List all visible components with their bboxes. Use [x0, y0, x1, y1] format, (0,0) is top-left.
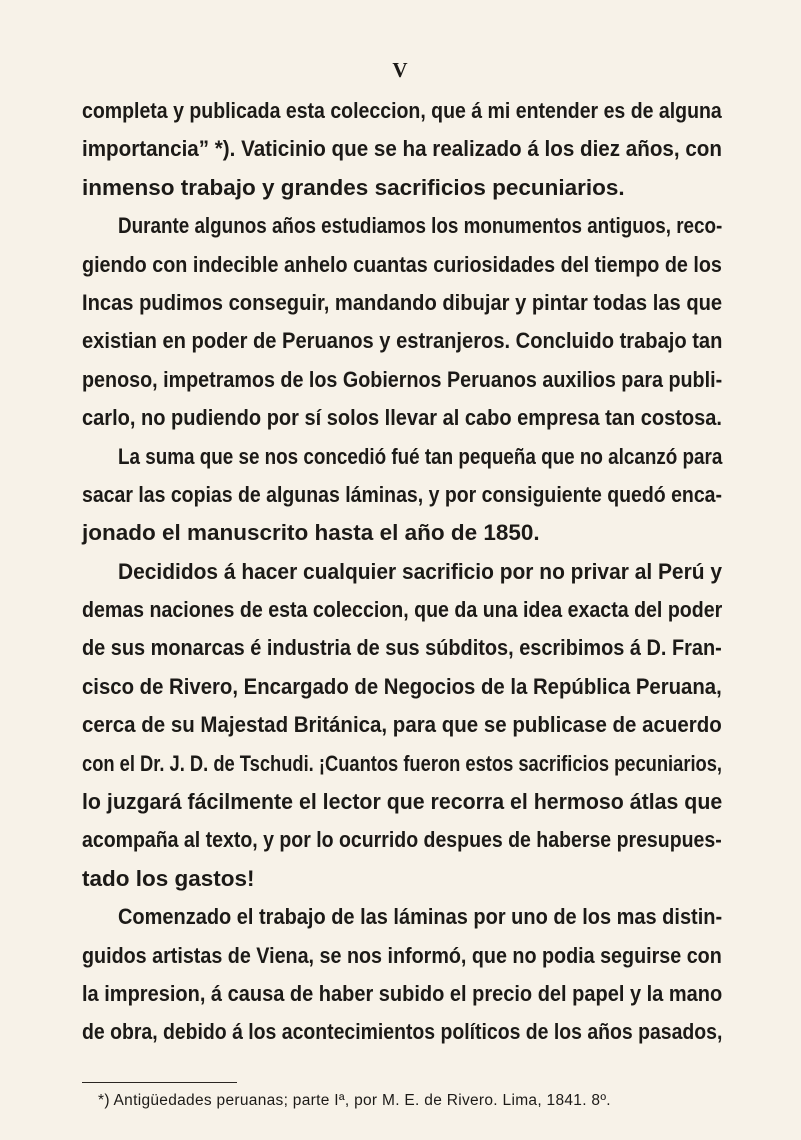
text-line-content: jonado el manuscrito hasta el año de 1850. [82, 520, 540, 546]
text-line [82, 821, 722, 859]
text-line [82, 284, 722, 322]
body-text [82, 92, 722, 1052]
text-line-content: Incas pudimos conseguir, mandando dibujar y pintar todas las que [82, 289, 723, 315]
text-line [82, 92, 722, 130]
text-line [82, 361, 722, 399]
text-line [82, 668, 722, 706]
text-line-content: cerca de su Majestad Británica, para que se publicase de acuerdo [82, 712, 722, 738]
text-line-content: guidos artistas de Viena, se nos informó, que no podia seguirse con [82, 942, 722, 968]
text-line [82, 322, 722, 360]
text-line [82, 1013, 722, 1051]
text-line-content: sacar las copias de algunas láminas, y por consiguiente quedó enca- [82, 481, 722, 507]
text-line-content: Decididos á hacer cualquier sacrificio por no privar al Perú y [118, 558, 722, 584]
text-line-content: carlo, no pudiendo por sí solos llevar al cabo empresa tan costosa. [82, 405, 722, 431]
text-line-content: Comenzado el trabajo de las láminas por uno de los mas distin- [118, 904, 723, 930]
text-line [82, 514, 722, 552]
text-line [82, 745, 722, 783]
text-line [82, 553, 722, 591]
text-line-content: acompaña al texto, y por lo ocurrido despues de haberse presupues- [82, 827, 722, 853]
text-line [82, 629, 722, 667]
text-line-content: La suma que se nos concedió fué tan pequeña que no alcanzó para [118, 443, 723, 469]
text-line-content: importancia” *). Vaticinio que se ha realizado á los diez años, con [82, 136, 722, 162]
text-line-content: existian en poder de Peruanos y estranjeros. Concluido trabajo tan [82, 328, 723, 354]
footnote-rule [82, 1082, 237, 1083]
text-line [82, 130, 722, 168]
text-line-content: Durante algunos años estudiamos los monumentos antiguos, reco- [118, 213, 723, 239]
text-line-content: demas naciones de esta coleccion, que da una idea exacta del poder [82, 597, 723, 623]
text-line-content: penoso, impetramos de los Gobiernos Peruanos auxilios para publi- [82, 366, 723, 392]
text-line [82, 246, 722, 284]
text-line [82, 399, 722, 437]
text-line-content: de obra, debido á los acontecimientos políticos de los años pasados, [82, 1019, 723, 1045]
text-line-content: inmenso trabajo y grandes sacrificios pecuniarios. [82, 174, 625, 200]
text-line [82, 937, 722, 975]
text-line [82, 591, 722, 629]
footnote: *) Antigüedades peruanas; parte Iª, por M. E. de Rivero. Lima, 1841. 8º. [98, 1092, 611, 1109]
text-line-content: cisco de Rivero, Encargado de Negocios de la República Peruana, [82, 673, 722, 699]
text-line-content: giendo con indecible anhelo cuantas curiosidades del tiempo de los [82, 251, 722, 277]
text-line [82, 438, 722, 476]
text-line [82, 207, 722, 245]
text-line [82, 783, 722, 821]
text-line-content: completa y publicada esta coleccion, que á mi entender es de alguna [82, 98, 722, 123]
page-number: V [392, 58, 409, 82]
text-line [82, 169, 722, 207]
text-line-content: tado los gastos! [82, 865, 255, 891]
text-line-content: con el Dr. J. D. de Tschudi. ¡Cuantos fueron estos sacrificios pecuniarios, [82, 750, 723, 776]
text-line-content: la impresion, á causa de haber subido el precio del papel y la mano [82, 980, 723, 1006]
text-line [82, 898, 722, 936]
text-line [82, 476, 722, 514]
text-line-content: de sus monarcas é industria de sus súbditos, escribimos á D. Fran- [82, 635, 722, 661]
text-line [82, 975, 722, 1013]
text-line [82, 706, 722, 744]
text-line-content: lo juzgará fácilmente el lector que recorra el hermoso átlas que [82, 789, 723, 815]
text-line [82, 860, 722, 898]
